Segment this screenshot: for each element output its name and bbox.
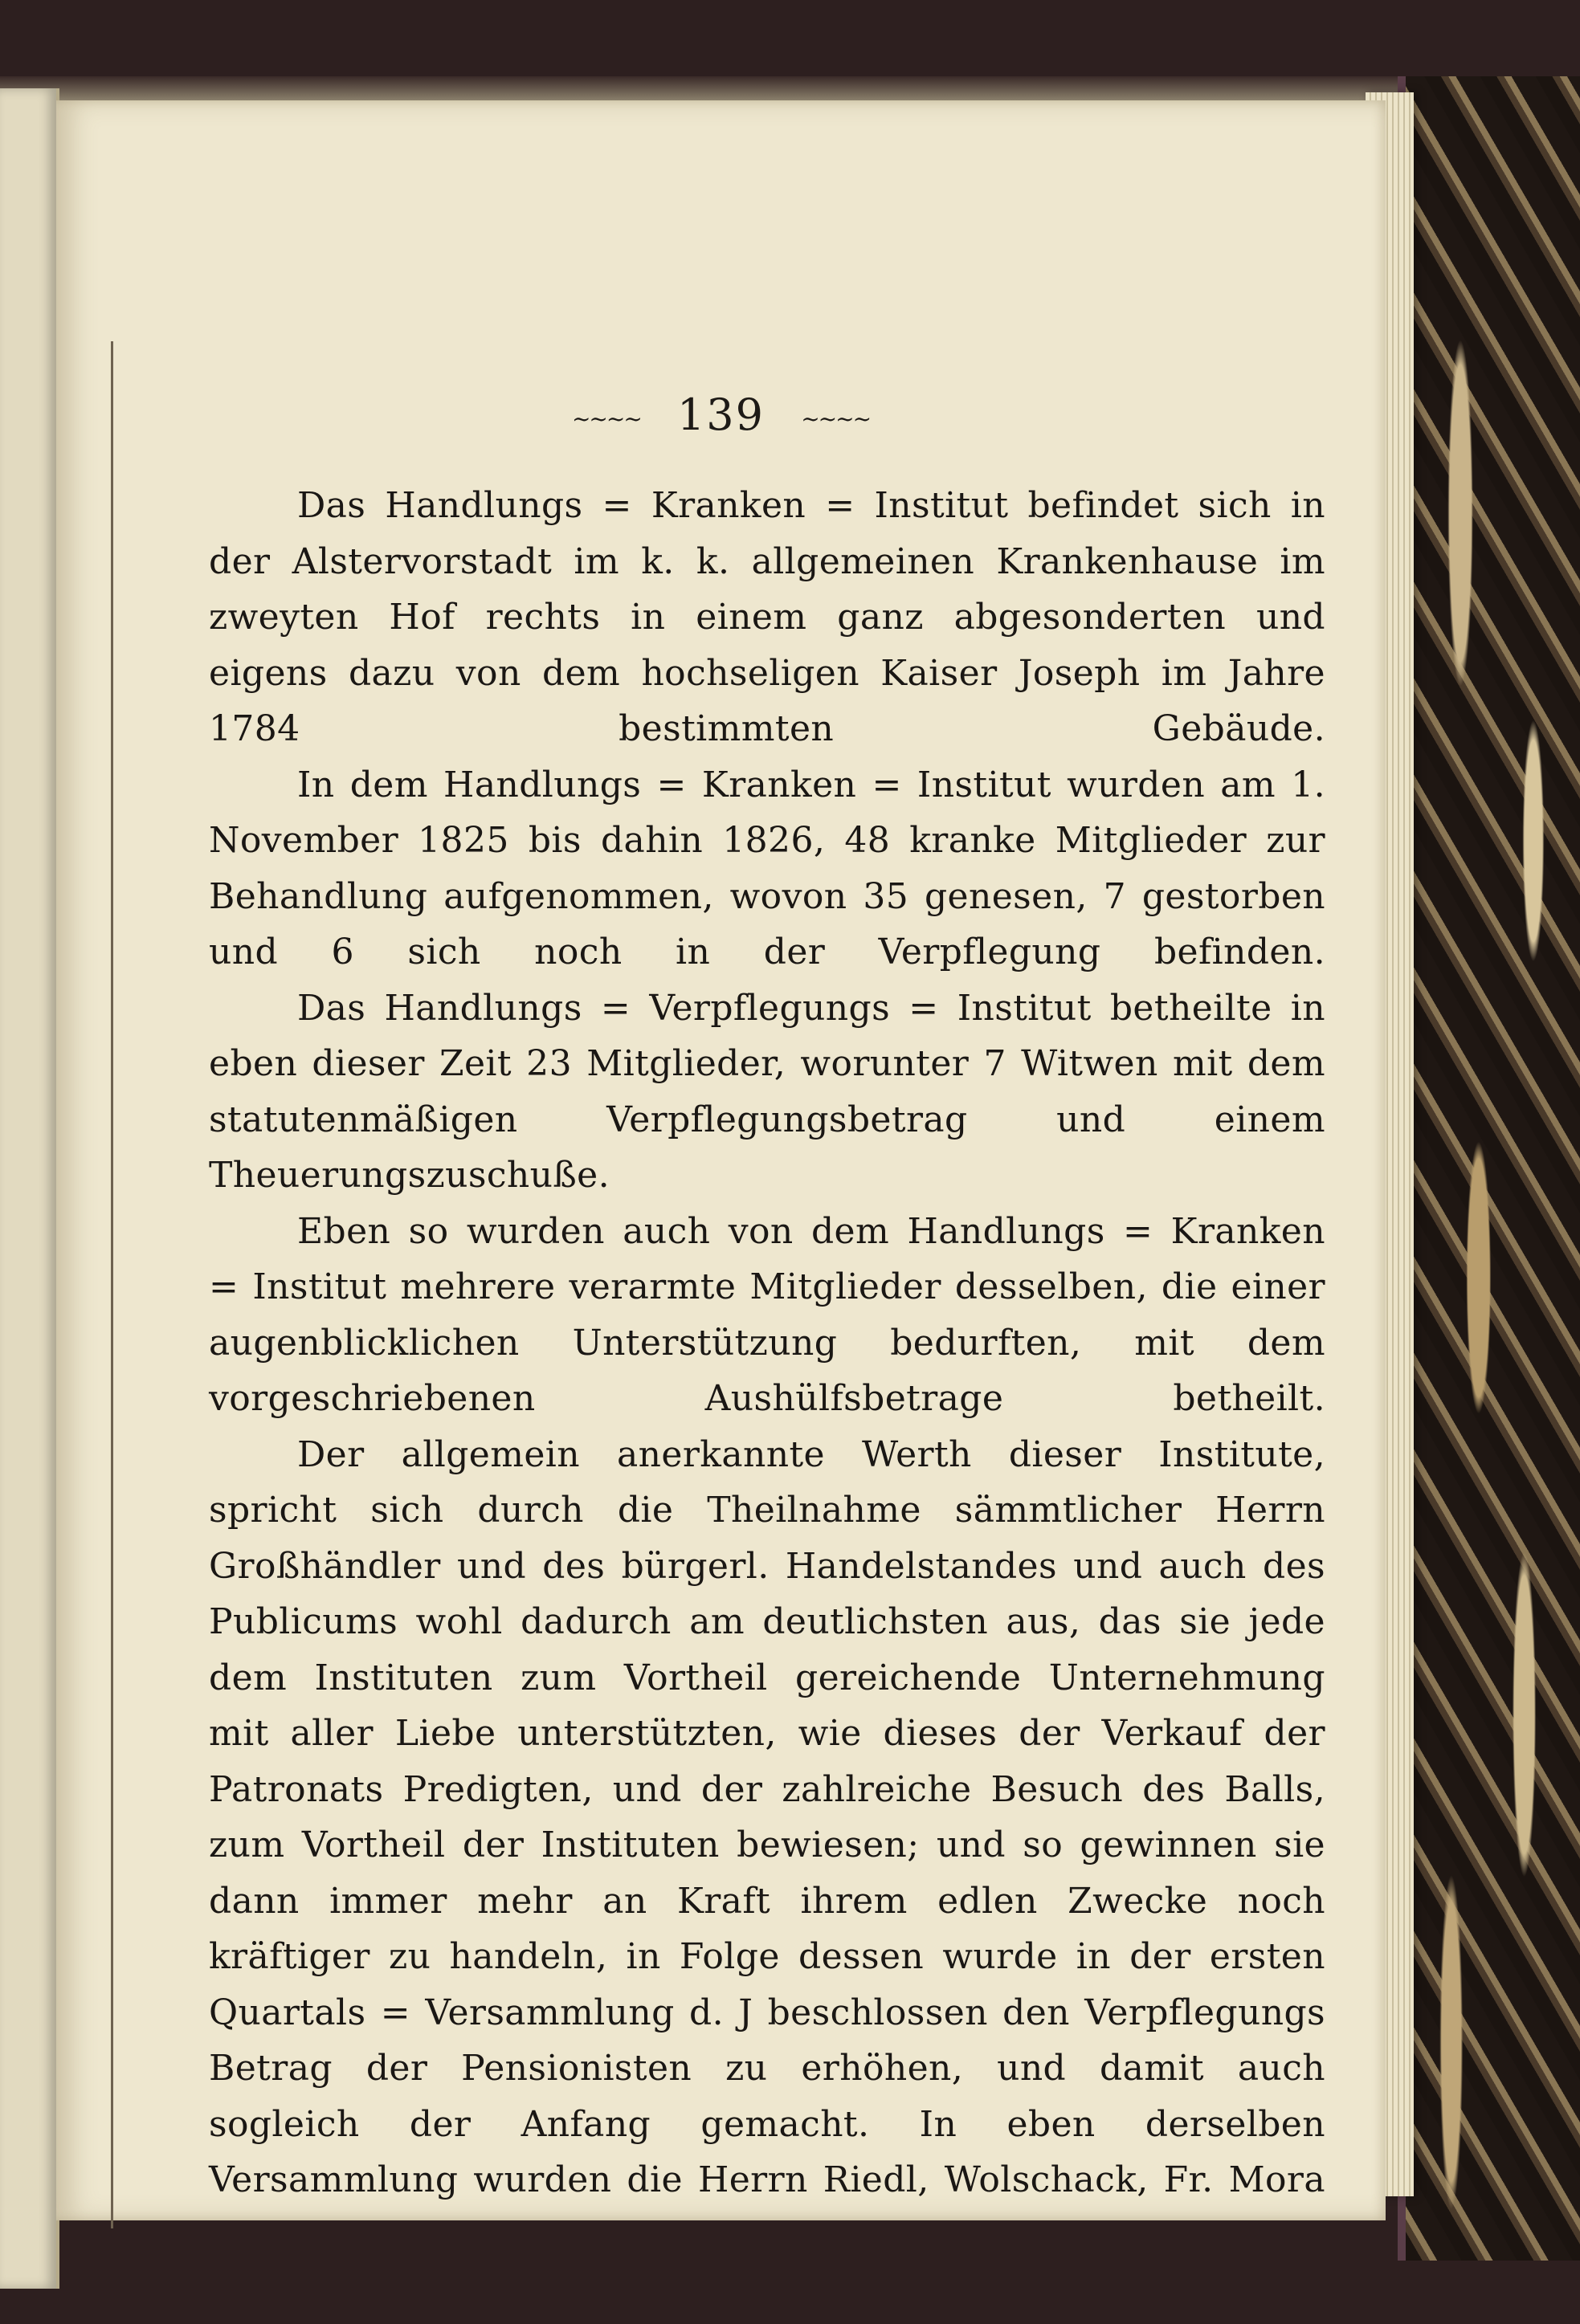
paragraph-2: In dem Handlungs = Kranken = Institut wurden am 1. November 1825 bis dahin 1826, 48 kranke Mitglieder zur Behandlung aufgenommen, wovon 35 genesen, 7 gestorben und 6 sich noch in der Verpflegung befinden. [209, 764, 1325, 972]
page-number: 139 [676, 389, 766, 440]
book-top-edge [0, 76, 1494, 100]
paragraph-4: Eben so wurden auch von dem Handlungs = Kranken = Institut mehrere verarmte Mitglieder desselben, die einer augenblicklichen Unterstützung bedurften, mit dem vorgeschriebenen Aushülfsbetrage betheilt. [209, 1210, 1325, 1419]
paragraph-3: Das Handlungs = Verpflegungs = Institut betheilte in eben dieser Zeit 23 Mitglieder, worunter 7 Witwen mit dem statutenmäßigen Verpflegungsbetrag und einem Theuerungszuschuße. [209, 987, 1325, 1196]
ornament-right: ~~~~ [801, 405, 871, 432]
gutter-shadow [111, 341, 113, 2228]
page-header [56, 389, 1386, 440]
paragraph-5: Der allgemein anerkannte Werth dieser Institute, spricht sich durch die Theilnahme sämmtlicher Herrn Großhändler und des bürgerl. Handelstandes und auch des Publicums wohl dadurch am deutlichsten aus, das sie jede dem Instituten zum Vortheil gereichende Unternehmung mit aller Liebe unterstützten, wie dieses der Verkauf der Patronats Predigten, und der zahlreiche Besuch des Balls, zum Vortheil der Instituten bewiesen; und so gewinnen sie dann immer mehr an Kraft ihrem edlen Zwecke noch kräftiger zu handeln, in Folge dessen wurde in der ersten Quartals = Versammlung d. J beschlossen den Verpflegungs Betrag der Pensionisten zu erhöhen, und damit auch sogleich der Anfang gemacht. In eben derselben Versammlung wurden die Herrn Riedl, Wolschack, Fr. Mora [209, 1433, 1325, 2200]
facing-page-edge [0, 88, 59, 2289]
paragraph-1: Das Handlungs = Kranken = Institut befindet sich in der Alstervorstadt im k. k. allgemeinen Krankenhause im zweyten Hof rechts in einem ganz abgesonderten und eigens dazu von dem hochseligen Kaiser Joseph im Jahre 1784 bestimmten Gebäude. [209, 485, 1325, 749]
book-page [56, 100, 1386, 2220]
ornament-left: ~~~~ [571, 405, 641, 432]
page-body [209, 478, 1325, 2208]
marbled-cover [1398, 76, 1580, 2261]
